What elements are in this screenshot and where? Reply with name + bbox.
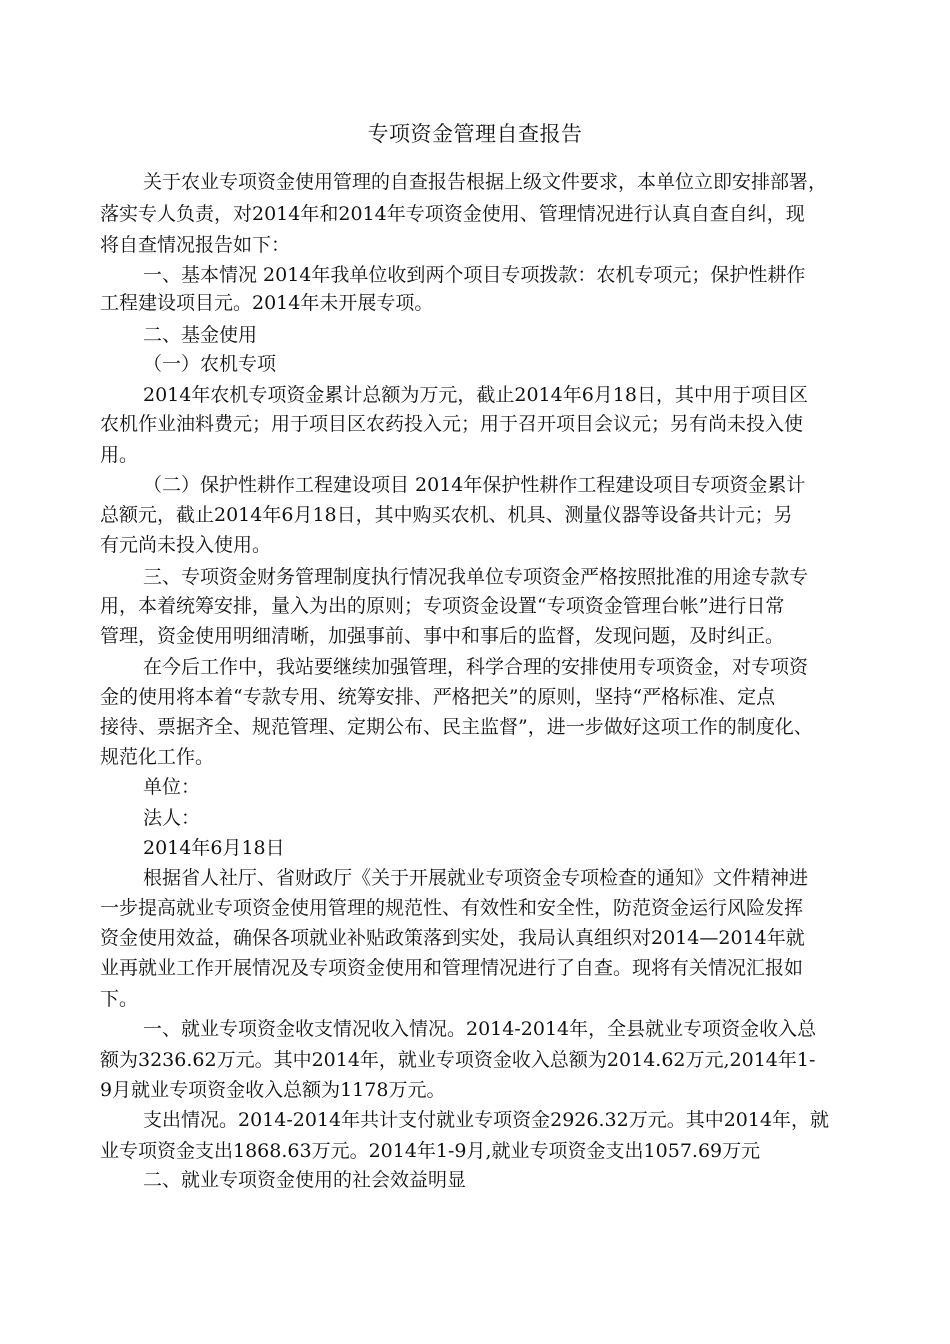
paragraph-line: 总额元，截止2014年6月18日，其中购买农机、机具、测量仪器等设备共计元；另 <box>100 504 793 526</box>
paragraph-line: （二）保护性耕作工程建设项目 2014年保护性耕作工程建设项目专项资金累计 <box>143 474 806 496</box>
signature-unit: 单位： <box>143 776 201 798</box>
paragraph-line: 根据省人社厅、省财政厅《关于开展就业专项资金专项检查的通知》文件精神进 <box>143 867 809 889</box>
paragraph-line: 工程建设项目元。2014年未开展专项。 <box>100 292 434 314</box>
paragraph-line: 规范化工作。 <box>100 746 215 768</box>
paragraph-line: 农机作业油料费元；用于项目区农药投入元；用于召开项目会议元；另有尚未投入使 <box>100 413 804 435</box>
paragraph-line: 用。 <box>100 444 139 466</box>
paragraph-line: 有元尚未投入使用。 <box>100 534 272 556</box>
paragraph-line: 用，本着统筹安排，量入为出的原则；专项资金设置“专项资金管理台帐”进行日常 <box>100 595 785 617</box>
paragraph-line: 接待、票据齐全、规范管理、定期公布、民主监督”，进一步做好这项工作的制度化、 <box>100 716 813 738</box>
paragraph-line: 一、就业专项资金收支情况收入情况。2014-2014年，全县就业专项资金收入总 <box>143 1018 817 1040</box>
paragraph-line: 在今后工作中，我站要继续加强管理，科学合理的安排使用专项资金，对专项资 <box>143 656 809 678</box>
signature-date: 2014年6月18日 <box>143 837 285 859</box>
paragraph-line: 支出情况。2014-2014年共计支付就业专项资金2926.32万元。其中2014年，就 <box>143 1109 830 1131</box>
paragraph-line: 将自查情况报告如下： <box>100 234 291 256</box>
paragraph-line: 金的使用将本着“专款专用、统筹安排、严格把关”的原则，坚持“严格标准、定点 <box>100 686 776 708</box>
signature-legal-person: 法人： <box>143 807 201 829</box>
paragraph-line: 下。 <box>100 988 139 1010</box>
paragraph-line: 额为3236.62万元。其中2014年，就业专项资金收入总额为2014.62万元,2014年1- <box>100 1049 816 1071</box>
paragraph-line: 业专项资金支出1868.63万元。2014年1-9月,就业专项资金支出1057.69万元 <box>100 1140 761 1162</box>
paragraph-line: 一、基本情况 2014年我单位收到两个项目专项拨款：农机专项元；保护性耕作 <box>143 264 806 286</box>
paragraph-line: 业再就业工作开展情况及专项资金使用和管理情况进行了自查。现将有关情况汇报如 <box>100 957 804 979</box>
paragraph-line: 管理，资金使用明细清晰，加强事前、事中和事后的监督，发现问题，及时纠正。 <box>100 625 785 647</box>
paragraph-line: 落实专人负责，对2014年和2014年专项资金使用、管理情况进行认真自查自纠，现 <box>100 203 805 225</box>
paragraph-line: 二、基金使用 <box>143 324 258 346</box>
paragraph-line: 三、专项资金财务管理制度执行情况我单位专项资金严格按照批准的用途专款专 <box>143 566 809 588</box>
paragraph-line: （一）农机专项 <box>143 353 277 375</box>
document-title: 专项资金管理自查报告 <box>367 122 583 146</box>
paragraph-line: 资金使用效益，确保各项就业补贴政策落到实处，我局认真组织对2014—2014年就 <box>100 927 805 949</box>
paragraph-line: 关于农业专项资金使用管理的自查报告根据上级文件要求，本单位立即安排部署， <box>143 171 828 193</box>
paragraph-line: 9月就业专项资金收入总额为1178万元。 <box>100 1079 446 1101</box>
paragraph-line: 一步提高就业专项资金使用管理的规范性、有效性和安全性，防范资金运行风险发挥 <box>100 897 804 919</box>
paragraph-line: 二、就业专项资金使用的社会效益明显 <box>143 1169 467 1191</box>
paragraph-line: 2014年农机专项资金累计总额为万元，截止2014年6月18日，其中用于项目区 <box>143 384 808 406</box>
